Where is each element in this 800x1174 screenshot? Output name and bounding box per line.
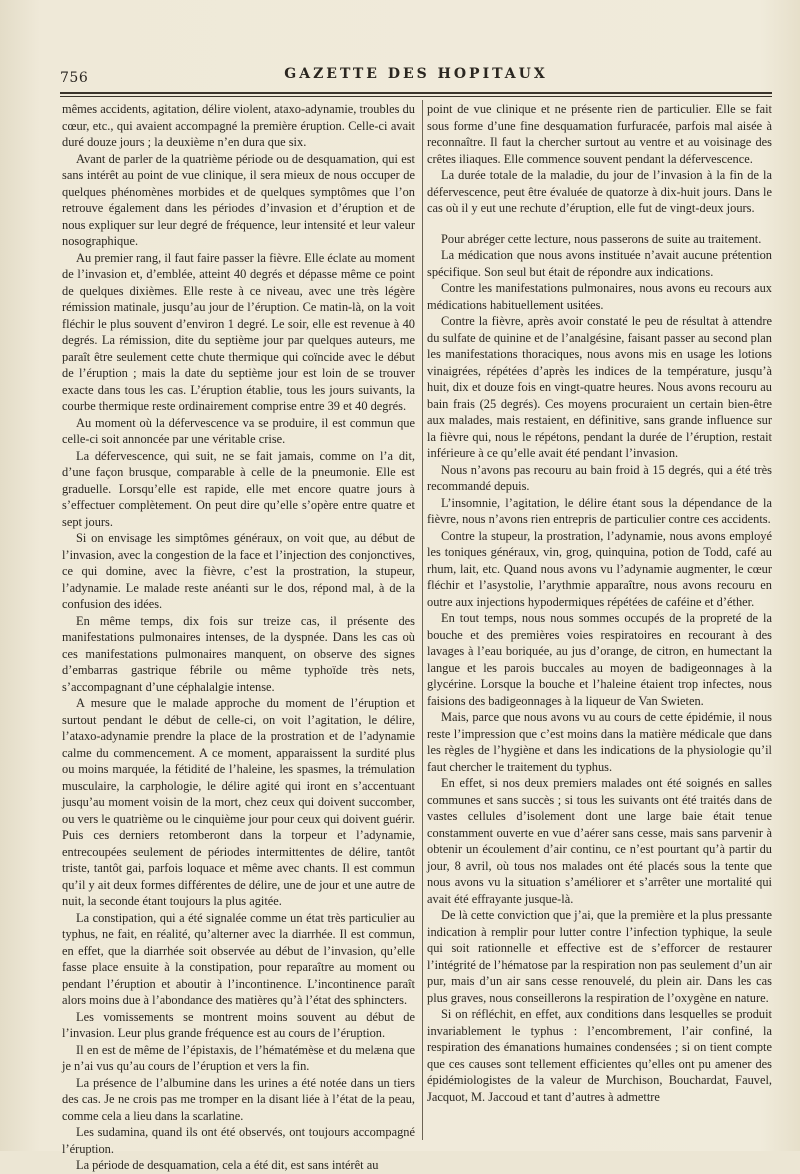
paragraph: Si on réfléchit, en effet, aux conditions dans lesquelles se produit invariablement le typhus : l’encombrement, l’air confiné, la respiration des émanations humaines condensées ; si on tient compte que ces causes sont tellement efficientes qu’elles ont pu amener des épidémiologistes de la valeur de Murchison, Bouchardat, Fauvel, Jacquot, M. Jaccoud et tant d’autres à admettre	[427, 1007, 772, 1104]
paragraph: L’insomnie, l’agitation, le délire étant sous la dépendance de la fièvre, nous n’avons rien entrepris de particulier contre ces accidents.	[427, 495, 772, 526]
paragraph: Au moment où la défervescence va se produire, il est commun que celle-ci soit annoncée par une véritable crise.	[62, 415, 415, 446]
column-divider	[422, 100, 423, 1140]
paragraph: Les sudamina, quand ils ont été observés, ont toujours accompagné l’éruption.	[62, 1125, 415, 1156]
journal-title: GAZETTE DES HOPITAUX	[284, 66, 548, 82]
paragraph: Les vomissements se montrent moins souvent au début de l’invasion. Leur plus grande fréquence est au cours de l’éruption.	[62, 1009, 415, 1040]
paragraph: Pour abréger cette lecture, nous passerons de suite au traitement.	[441, 231, 762, 246]
paragraph: La période de desquamation, cela a été dit, est sans intérêt au	[76, 1158, 379, 1172]
paragraph: En tout temps, nous nous sommes occupés de la propreté de la bouche et des premières voies respiratoires en recourant à des lavages à l’eau boriquée, au jus d’orange, de citron, en humectant la langue et les parois buccales au moyen de badigeonnages à la glycérine. Lorsque la bouche et l’haleine étaient trop infectes, nous faisions des badigeonnages à la liqueur de Van Swieten.	[427, 611, 772, 708]
left-column	[62, 101, 415, 1172]
paragraph: Mais, parce que nous avons vu au cours de cette épidémie, il nous reste l’impression que c’est moins dans la matière médicale que dans les règles de l’hygiène et dans les indications de la physiologie qu’il faut chercher le traitement du typhus.	[427, 710, 772, 774]
paragraph: A mesure que le malade approche du moment de l’éruption et surtout pendant le début de celle-ci, on voit l’agitation, le délire, l’ataxo-adynamie prendre la place de la prostration et de l’adynamie calme du commencement. A ce moment, apparaissent la surdité plus ou moins marquée, la fétidité de l’haleine, les spasmes, la trémulation musculaire, la carphologie, le délire agité qui iront en s’accentuant jusqu’au moment voisin de la mort, chez ceux qui doivent succomber, ou vers le quatrième ou le cinquième jour pour ceux qui doivent guérir. Puis ces derniers retomberont dans la torpeur et l’adynamie, entrecoupées seulement de périodes intermittentes de délire, tantôt triste, tantôt gai, parfois loquace et même avec chants. Il est commun qu’il y ait deux formes différentes de délire, une de jour et une autre de nuit, la seconde étant toujours la plus agitée.	[62, 696, 415, 908]
paragraph: Contre les manifestations pulmonaires, nous avons eu recours aux médications habituellement usitées.	[427, 281, 772, 312]
paragraph: Au premier rang, il faut faire passer la fièvre. Elle éclate au moment de l’invasion et, d’emblée, atteint 40 degrés et dépasse même ce point de quelques dixièmes. Elle reste à ce niveau, avec une très légère rémission matinale, jusqu’au jour de l’éruption. Ce matin-là, on la voit fléchir le plus souvent d’environ 1 degré. Le soir, elle est revenue à 40 degrés. La rémission, dite du septième jour par quelques auteurs, me paraît être seulement cette chute thermique qui coïncide avec le début de l’éruption ; mais la date du septième jour est loin de se trouver exacte dans tous les cas. L’éruption établie, tous les jours suivants, la courbe thermique reste ordinairement comprise entre 39 et 40 degrés.	[62, 250, 415, 413]
paragraph: En même temps, dix fois sur treize cas, il présente des manifestations pulmonaires intenses, de la dyspnée. Dans les cas où ces manifestations pulmonaires manquent, on observe des signes d’embarras gastrique fébrile ou même typhoïde très nets, s’accompagnant d’une céphalalgie intense.	[62, 613, 415, 694]
page-header	[60, 64, 772, 88]
right-column	[427, 101, 772, 1141]
paragraph: La défervescence, qui suit, ne se fait jamais, comme on l’a dit, d’une façon brusque, comparable à celle de la pneumonie. Elle est graduelle. Lorsqu’elle est rapide, elle met encore quatre jours à s’effectuer complètement. On peut dire qu’elle s’opère entre quatre et sept jours.	[62, 448, 415, 529]
paragraph: Avant de parler de la quatrième période ou de desquamation, qui est sans intérêt au point de vue clinique, il sera mieux de nous occuper de quelques phénomènes morbides et de quelques symptômes que l’on retrouve également dans les périodes d’invasion et d’éruption et de nous expliquer sur leur degré de fréquence, leur intensité et leur valeur nosographique.	[62, 151, 415, 248]
paragraph: Contre la fièvre, après avoir constaté le peu de résultat à attendre du sulfate de quinine et de l’analgésine, faisant passer au second plan les manifestations thoraciques, nous avons mis en usage les lotions vinaigrées, répétées d’après les indices de la température, jusqu’à huit, dix et douze fois en vingt-quatre heures. Nous avons recouru au bain frais (25 degrés). Ces moyens procuraient un certain bien-être aux malades, mais restaient, en définitive, sans grande influence sur la fièvre qui, nous le répétons, pendant la durée de l’éruption, restait inférieure à ce qu’elle avait été pendant l’invasion.	[427, 314, 772, 460]
paragraph: point de vue clinique et ne présente rien de particulier. Elle se fait sous forme d’une fine desquamation furfuracée, parfois mal aisée à reconnaître. Il faut la chercher surtout au ventre et au voisinage des crêtes iliaques. Elle commence souvent pendant la défervescence.	[427, 102, 772, 166]
paragraph: Si on envisage les simptômes généraux, on voit que, au début de l’invasion, avec la congestion de la face et l’injection des conjonctives, ce qui domine, avec la fièvre, c’est la prostration, la stupeur, l’adynamie. Le malade reste anéanti sur le dos, répond mal, à de la confusion des idées.	[62, 531, 415, 611]
paragraph: La constipation, qui a été signalée comme un état très particulier au typhus, ne fait, en réalité, qu’alterner avec la diarrhée. Il est commun, en effet, que la diarrhée soit observée au début de l’invasion, qu’elle fasse place ensuite à la constipation, pour reparaître au moment ou pendant l’éruption et aboutir à l’incontinence. L’incontinence paraît alors moins due à l’abondance des matières qu’à l’état des sphincters.	[62, 910, 415, 1007]
paragraph: La durée totale de la maladie, du jour de l’invasion à la fin de la défervescence, peut être évaluée de quatorze à dix-huit jours. Dans le cas où il y eut une rechute d’éruption, elle fut de vingt-deux jours.	[427, 168, 772, 215]
paragraph: Nous n’avons pas recouru au bain froid à 15 degrés, qui a été très recommandé depuis.	[427, 462, 772, 493]
paragraph: La médication que nous avons instituée n’avait aucune prétention spécifique. Son seul but était de répondre aux indications.	[427, 248, 772, 279]
header-rule-thin	[60, 96, 772, 97]
header-rule-thick	[60, 92, 772, 94]
paragraph: De là cette conviction que j’ai, que la première et la plus pressante indication à remplir pour lutter contre l’infection typhique, la seule qui soit rationnelle et effective est de s’efforcer de restaurer l’intégrité de l’hématose par la respiration non pas seulement d’un air pur, mais d’un air sans cesse renouvelé, du plein air. Dans les cas plus graves, nous conseillerons la respiration de l’oxygène en nature.	[427, 908, 772, 1005]
page-number: 756	[60, 70, 89, 86]
paragraph: Il en est de même de l’épistaxis, de l’hématémèse et du melæna que je n’ai vus qu’au cours de l’éruption et vers la fin.	[62, 1042, 415, 1073]
paragraph: Contre la stupeur, la prostration, l’adynamie, nous avons employé les toniques généraux, vin, grog, quinquina, potion de Todd, café au rhum, lait, etc. Quand nous avons vu l’adynamie augmenter, le cœur fléchir et l’asystolie, l’arythmie apparaître, nous avons recouru en outre aux injections hypodermiques répétées de caféine et d’éther.	[427, 528, 772, 609]
paragraph: La présence de l’albumine dans les urines a été notée dans un tiers des cas. Je ne crois pas me tromper en la disant liée à l’état de la peau, comme cela a lieu dans la scarlatine.	[62, 1075, 415, 1123]
paragraph: mêmes accidents, agitation, délire violent, ataxo-adynamie, troubles du cœur, etc., qui avaient accompagné la première éruption. Celle-ci avait duré douze jours ; la deuxième n’en dura que six.	[62, 102, 415, 149]
paragraph: En effet, si nos deux premiers malades ont été soignés en salles communes et sans succès ; si tous les suivants ont été traités dans de vastes cellules d’isolement dont une large baie était tenue constamment ouverte en vue d’aérer sans cesse, mais sans parvenir à obtenir un écoulement d’air continu, ce n’est pourtant qu’à partir du jour, 8 avril, où tous nos malades ont été placés sous la tente que nous avons vu la situation s’améliorer et s’arrêter une mortalité qui avait été effrayante jusque-là.	[427, 776, 772, 906]
